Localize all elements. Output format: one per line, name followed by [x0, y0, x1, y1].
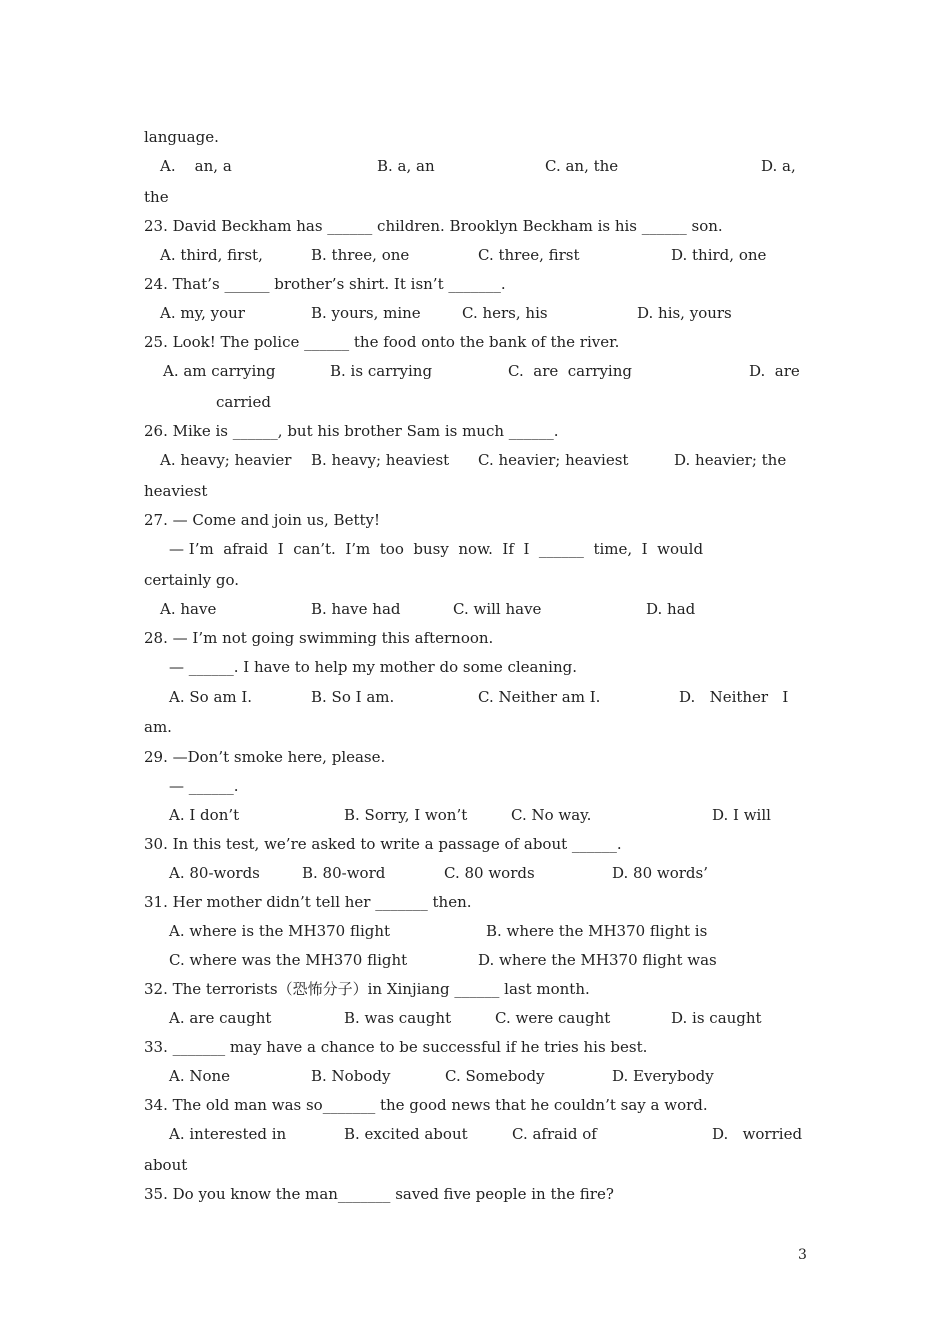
option-a: A. am carrying	[163, 362, 276, 380]
option-d: D. a,	[761, 157, 796, 175]
question-26: 26. Mike is ______, but his brother Sam is much ______.	[144, 422, 559, 440]
question-28-response: — ______. I have to help my mother do some cleaning.	[169, 658, 577, 676]
question-30: 30. In this test, we’re asked to write a passage of about ______.	[144, 835, 622, 853]
question-29-response: — ______.	[169, 777, 239, 795]
option-c: C. afraid of	[512, 1125, 597, 1143]
option-b: B. have had	[311, 600, 401, 618]
option-d: D. worried	[712, 1125, 803, 1143]
question-31: 31. Her mother didn’t tell her _______ then.	[144, 893, 472, 911]
option-a: A. an, a	[160, 157, 232, 175]
option-d: D. Everybody	[612, 1067, 714, 1085]
option-c: C. where was the MH370 flight	[169, 951, 408, 969]
option-d: D. is caught	[671, 1009, 762, 1027]
option-b: B. is carrying	[330, 362, 433, 380]
option-c: C. three, first	[478, 246, 580, 264]
question-27-response-wrap: certainly go.	[144, 571, 240, 589]
option-d: D. third, one	[671, 246, 767, 264]
option-d: D. where the MH370 flight was	[478, 951, 717, 969]
question-23: 23. David Beckham has ______ children. Brooklyn Beckham is his ______ son.	[144, 217, 723, 235]
question-34: 34. The old man was so_______ the good news that he couldn’t say a word.	[144, 1096, 708, 1114]
option-b: B. heavy; heaviest	[311, 451, 450, 469]
option-d: D. had	[646, 600, 696, 618]
option-c: C. heavier; heaviest	[478, 451, 629, 469]
option-b: B. was caught	[344, 1009, 452, 1027]
option-c: C. were caught	[495, 1009, 611, 1027]
option-d: D. are	[749, 362, 800, 380]
option-b: B. a, an	[377, 157, 435, 175]
option-c: C. are carrying	[508, 362, 632, 380]
question-22-options-wrap: the	[144, 188, 169, 206]
option-d: D. heavier; the	[674, 451, 787, 469]
question-35: 35. Do you know the man_______ saved five people in the fire?	[144, 1185, 614, 1203]
option-c: C. an, the	[545, 157, 619, 175]
question-33: 33. _______ may have a chance to be successful if he tries his best.	[144, 1038, 648, 1056]
option-b: B. yours, mine	[311, 304, 421, 322]
question-29: 29. —Don’t smoke here, please.	[144, 748, 386, 766]
option-a: A. where is the MH370 flight	[169, 922, 391, 940]
option-d: D. Neither I	[679, 688, 789, 706]
option-c: C. Neither am I.	[478, 688, 601, 706]
page-number: 3	[798, 1247, 807, 1263]
question-28: 28. — I’m not going swimming this afternoon.	[144, 629, 494, 647]
option-b: B. where the MH370 flight is	[486, 922, 708, 940]
option-d: D. I will	[712, 806, 771, 824]
option-c: C. will have	[453, 600, 542, 618]
question-27: 27. — Come and join us, Betty!	[144, 511, 381, 529]
option-b: B. So I am.	[311, 688, 395, 706]
option-b: B. 80-word	[302, 864, 386, 882]
option-a: A. third, first,	[160, 246, 263, 264]
option-a: A. So am I.	[169, 688, 253, 706]
question-22-continuation: language.	[144, 128, 219, 146]
option-a: A. heavy; heavier	[160, 451, 292, 469]
option-b: B. excited about	[344, 1125, 468, 1143]
option-c: C. hers, his	[462, 304, 548, 322]
option-c: C. 80 words	[444, 864, 535, 882]
question-32: 32. The terrorists（恐怖分子）in Xinjiang ______ last month.	[144, 980, 590, 998]
question-25: 25. Look! The police ______ the food onto the bank of the river.	[144, 333, 620, 351]
question-24: 24. That’s ______ brother’s shirt. It isn’t _______.	[144, 275, 506, 293]
option-c: C. No way.	[511, 806, 592, 824]
option-d: D. 80 words’	[612, 864, 708, 882]
option-a: A. have	[160, 600, 217, 618]
option-c: C. Somebody	[445, 1067, 545, 1085]
option-d: D. his, yours	[637, 304, 732, 322]
question-26-options-wrap: heaviest	[144, 482, 208, 500]
option-a: A. my, your	[160, 304, 245, 322]
option-a: A. are caught	[169, 1009, 272, 1027]
question-27-response: — I’m afraid I can’t. I’m too busy now. If I ______ time, I would	[169, 540, 704, 558]
option-a: A. None	[169, 1067, 231, 1085]
option-b: B. Nobody	[311, 1067, 391, 1085]
option-a: A. I don’t	[169, 806, 240, 824]
option-a: A. 80-words	[169, 864, 260, 882]
question-25-options-wrap: carried	[216, 393, 271, 411]
option-a: A. interested in	[169, 1125, 287, 1143]
question-34-options-wrap: about	[144, 1156, 188, 1174]
option-b: B. three, one	[311, 246, 410, 264]
question-28-options-wrap: am.	[144, 718, 172, 736]
option-b: B. Sorry, I won’t	[344, 806, 468, 824]
